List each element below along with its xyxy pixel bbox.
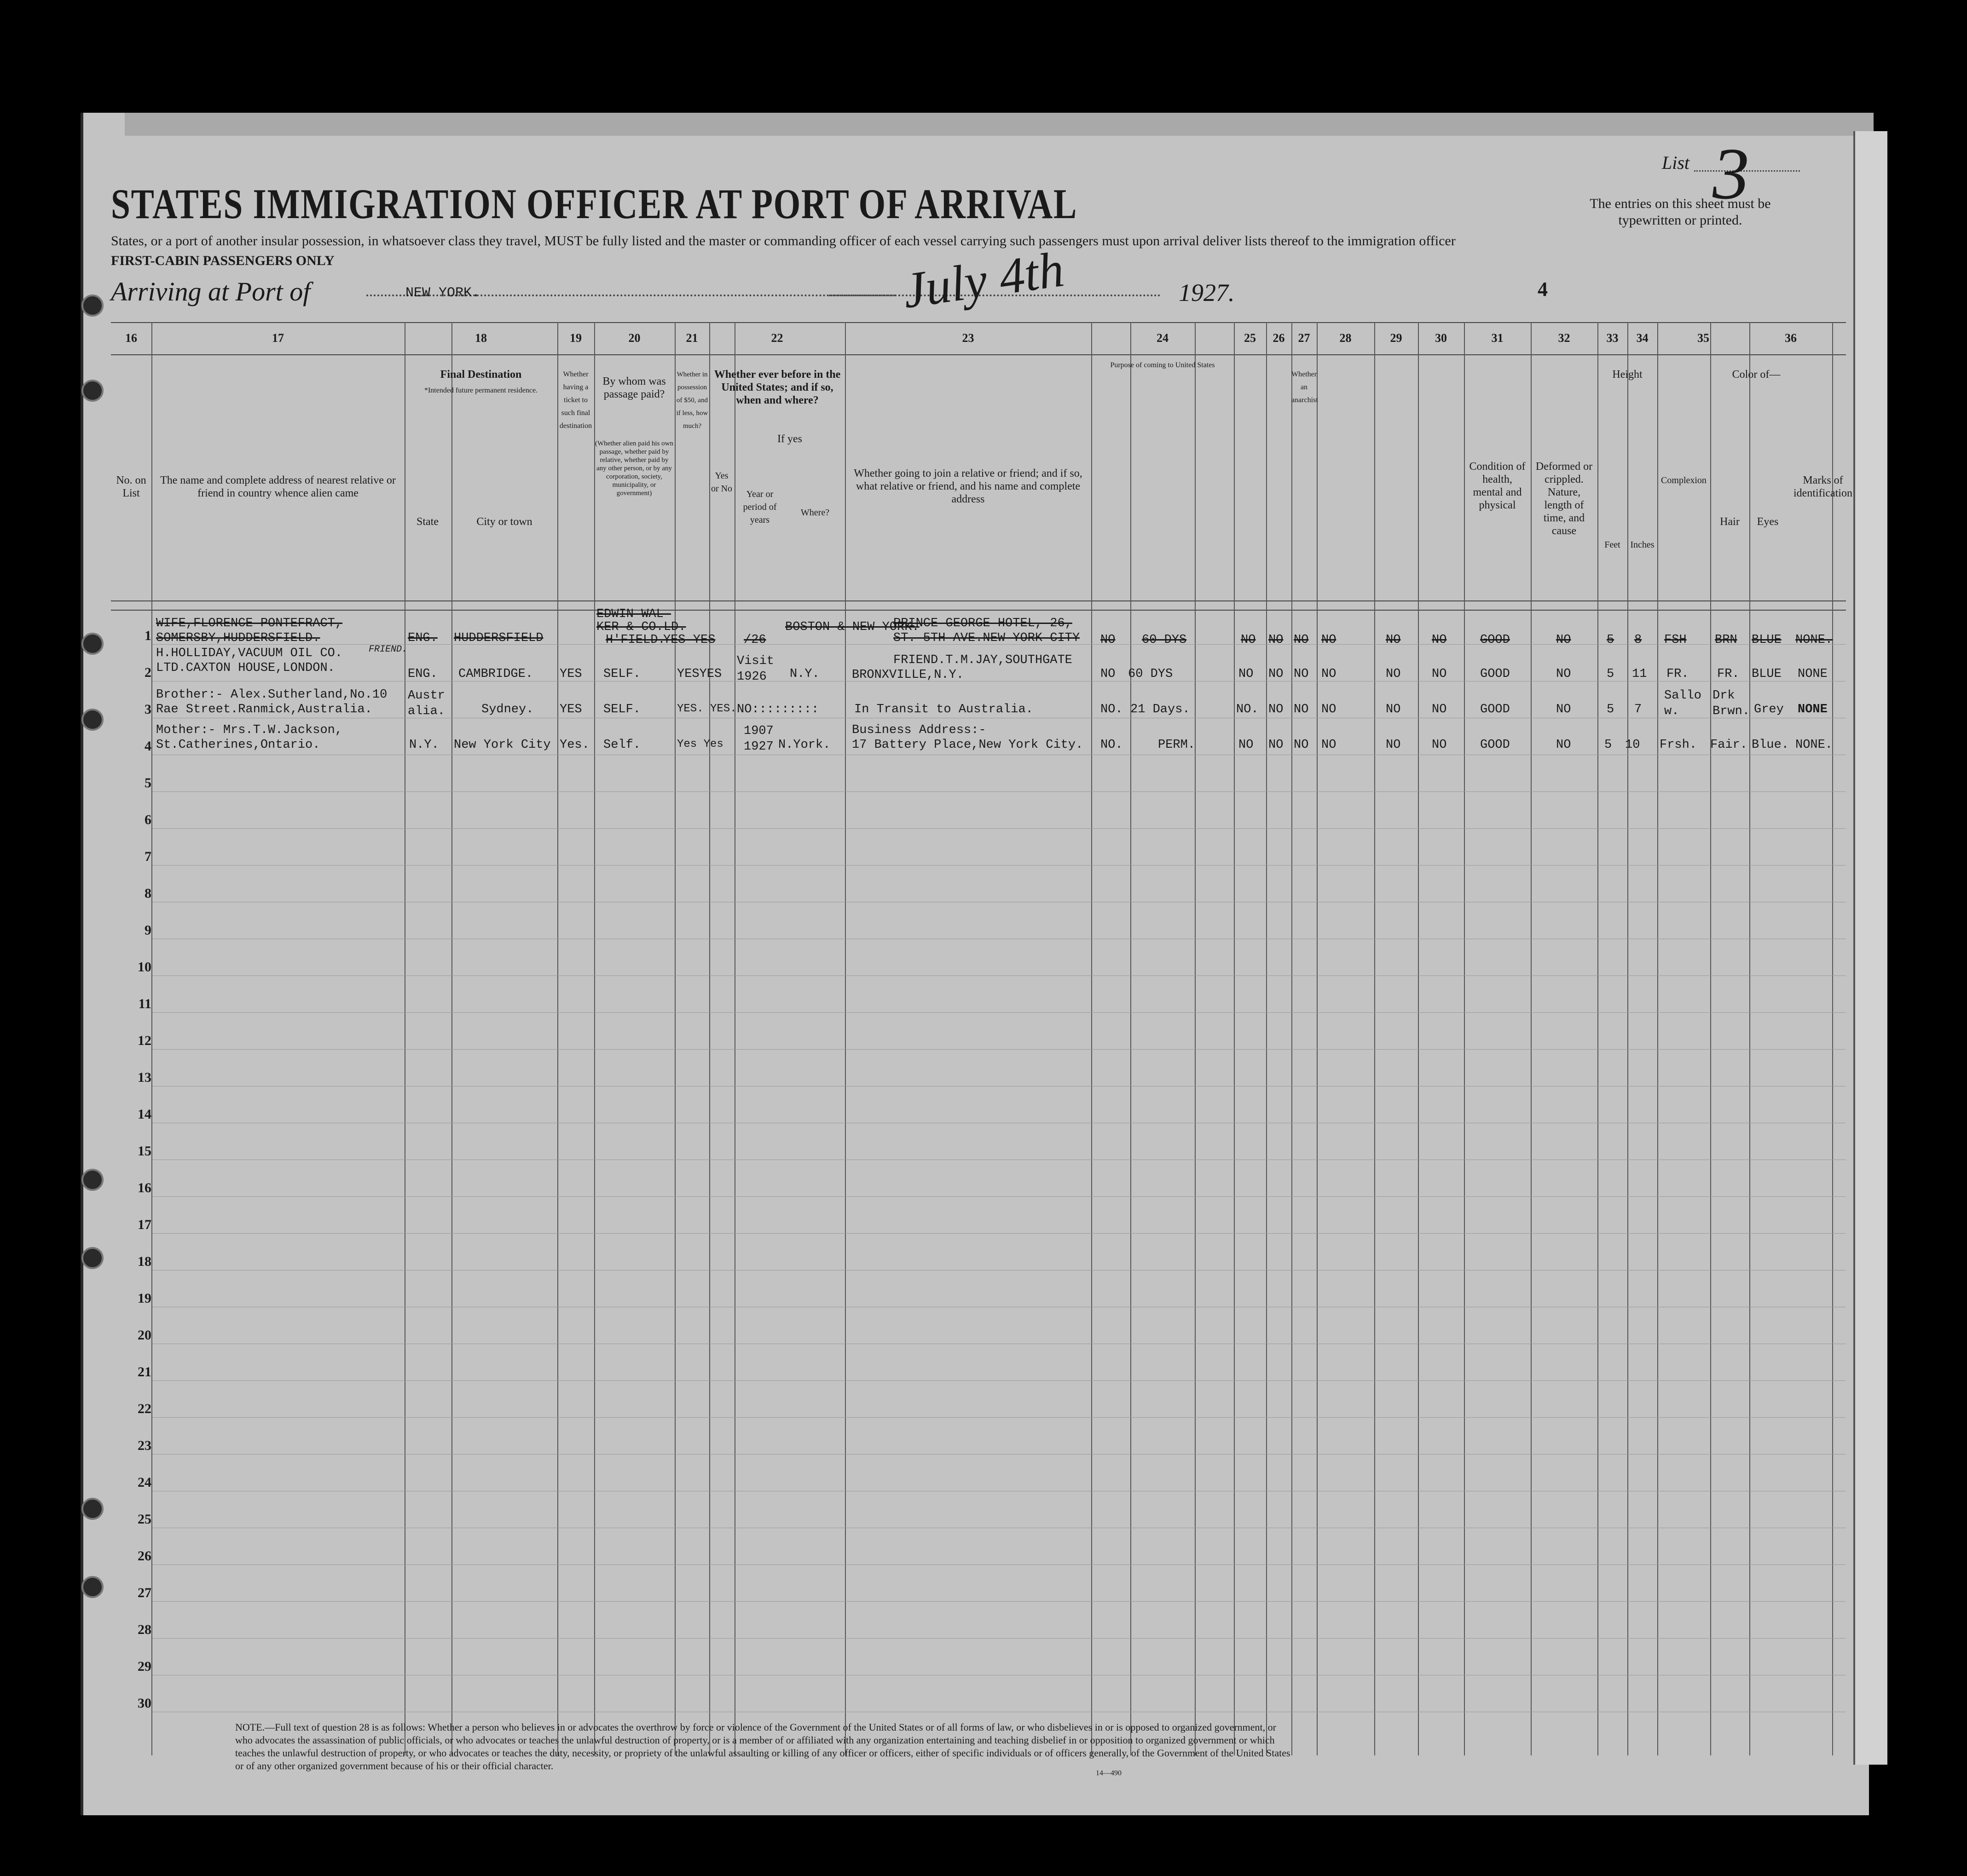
row-rule [152, 1049, 1846, 1050]
row2-ticket: YES [560, 667, 582, 681]
row3-ticket: YES [560, 703, 582, 716]
row4-inches: 10 [1625, 738, 1640, 752]
row2-hair: FR. [1717, 667, 1740, 681]
row3-marks: NONE [1798, 703, 1828, 716]
column-number: 23 [962, 331, 974, 345]
page-title: STATES IMMIGRATION OFFICER AT PORT OF ARRIVAL [111, 180, 1077, 227]
column-divider [1291, 322, 1292, 1755]
column-divider [1464, 322, 1465, 1755]
row2-c25: NO [1238, 667, 1254, 681]
row3-relative: Rae Street.Ranmick,Australia. [156, 703, 372, 716]
row1-city: HUDDERSFIELD [454, 631, 544, 645]
row1-c27: NO [1294, 633, 1309, 647]
row1-paid: EDWIN WAL- [596, 607, 671, 621]
row3-inches: 7 [1634, 703, 1642, 716]
list-number: 3 [1712, 133, 1749, 214]
column-number: 29 [1390, 331, 1402, 345]
passenger-class: FIRST-CABIN PASSENGERS ONLY [111, 253, 335, 268]
row4-fifty: Yes Yes [677, 738, 723, 750]
row-number: 5 [145, 775, 151, 791]
column-divider [845, 322, 846, 1755]
row2-length: 60 DYS [1128, 667, 1173, 681]
row4-length: PERM. [1158, 738, 1196, 752]
row4-city: New York City [454, 738, 551, 752]
binder-hole [81, 1498, 104, 1520]
row-rule [152, 1233, 1846, 1234]
column-header-no: No. on List [116, 474, 146, 499]
column-header-fifty: Whether in possession of $50, and if less, how much? [676, 371, 708, 430]
port-value: NEW YORK. [405, 285, 480, 301]
yes-no-subheader: Yes or No [711, 471, 733, 494]
row1-inches: 8 [1634, 633, 1642, 647]
row4-deformed: NO [1556, 738, 1571, 752]
row1-fifty: YES YES [663, 633, 716, 647]
row4-health: GOOD [1480, 738, 1510, 752]
row2-health: GOOD [1480, 667, 1510, 681]
column-divider [451, 322, 452, 1755]
column-divider [1317, 322, 1318, 1755]
column-header-complexion: Complexion [1661, 475, 1707, 485]
row-rule [152, 791, 1846, 792]
row-number: 15 [138, 1143, 151, 1159]
binder-hole [81, 294, 104, 317]
row4-relative: St.Catherines,Ontario. [156, 738, 320, 752]
row1-state: ENG. [408, 631, 438, 645]
row2-eyes: BLUE [1752, 667, 1782, 681]
eyes-subheader: Eyes [1757, 516, 1779, 528]
row-number: 22 [138, 1401, 151, 1416]
row2-join: BRONXVILLE,N.Y. [852, 668, 964, 682]
column-divider [594, 322, 595, 1755]
row3-city: Sydney. [481, 703, 534, 716]
row-number: 16 [138, 1180, 151, 1195]
column-header-anarchist: Whether an anarchist [1291, 370, 1318, 404]
row-number: 4 [145, 739, 151, 754]
where-subheader: Where? [800, 508, 830, 518]
row-number: 19 [138, 1291, 151, 1306]
row3-join: In Transit to Australia. [854, 703, 1033, 716]
if-yes-subheader: If yes [777, 433, 802, 445]
manifest-table [111, 322, 1852, 1755]
row2-relation-note: FRIEND. [369, 644, 408, 655]
row4-paid: Self. [603, 738, 641, 752]
arriving-label: Arriving at Port of [111, 277, 311, 306]
row-number: 26 [138, 1548, 151, 1564]
row-rule [152, 1638, 1846, 1639]
hair-subheader: Hair [1720, 516, 1740, 528]
row4-eyes: Blue. [1752, 738, 1789, 752]
row4-state: N.Y. [409, 738, 439, 752]
row1-c28: NO [1321, 633, 1336, 647]
row1-health: GOOD [1480, 633, 1510, 647]
row-number: 25 [138, 1512, 151, 1527]
column-header-ticket: Whether having a ticket to such final destination [559, 370, 592, 430]
row4-ticket: Yes. [560, 738, 590, 752]
column-number: 26 [1273, 331, 1285, 345]
column-divider [1234, 322, 1235, 1755]
form-code: 14—490 [1096, 1769, 1122, 1777]
row4-c30: NO [1432, 738, 1447, 752]
city-subheader: City or town [476, 516, 532, 528]
row4-c29: NO [1386, 738, 1401, 752]
column-number: 25 [1244, 331, 1256, 345]
row1-deformed: NO [1556, 633, 1571, 647]
row-number: 17 [138, 1217, 151, 1232]
row3-before-year: NO::::::::: [737, 703, 819, 716]
row4-marks: NONE. [1795, 738, 1833, 752]
row4-c25: NO [1238, 738, 1254, 752]
row1-c26: NO [1268, 633, 1284, 647]
row2-before-year: Visit 1926 [737, 654, 775, 684]
row1-feet: 5 [1607, 633, 1614, 647]
year-period-subheader: Year or period of years [743, 489, 777, 525]
row4-c28: NO [1321, 738, 1336, 752]
table-rule [111, 322, 1846, 323]
row3-health: GOOD [1480, 703, 1510, 716]
feet-subheader: Feet [1604, 540, 1620, 550]
row2-complexion: FR. [1666, 667, 1689, 681]
column-divider [1130, 322, 1131, 1755]
row-rule [152, 828, 1846, 829]
inches-subheader: Inches [1630, 540, 1655, 550]
column-divider [1627, 322, 1628, 1755]
column-number: 16 [125, 331, 137, 345]
row2-before-where: N.Y. [790, 667, 820, 681]
column-divider [151, 322, 152, 1755]
table-rule [111, 610, 1846, 611]
column-number: 17 [272, 331, 284, 345]
row-number: 12 [138, 1033, 151, 1048]
row1-relative: SOMERSBY,HUDDERSFIELD. [156, 631, 320, 645]
row1-c30: NO [1432, 633, 1447, 647]
row3-complexion: Sallow. [1664, 689, 1702, 718]
list-label: List [1662, 152, 1690, 173]
column-header-join: Whether going to join a relative or friend; and if so, what relative or friend, and his name and complete address [854, 468, 1082, 505]
row-number: 28 [138, 1622, 151, 1637]
row2-purpose: NO [1100, 667, 1116, 681]
row-number: 11 [138, 996, 151, 1011]
row-number: 18 [138, 1254, 151, 1269]
row3-fifty: YES. YES. [677, 703, 737, 715]
column-divider [709, 322, 710, 1755]
row4-hair: Fair. [1710, 738, 1748, 752]
row2-deformed: NO [1556, 667, 1571, 681]
column-number: 33 [1606, 331, 1619, 345]
column-number: 34 [1636, 331, 1649, 345]
row3-length: 21 Days. [1130, 703, 1190, 716]
row-rule [152, 1417, 1846, 1418]
row-number: 13 [138, 1070, 151, 1085]
row2-feet: 5 [1607, 667, 1614, 681]
row4-purpose: NO. [1100, 738, 1123, 752]
column-divider [1531, 322, 1532, 1755]
column-number: 24 [1157, 331, 1169, 345]
row-rule [152, 1380, 1846, 1381]
column-number: 31 [1491, 331, 1504, 345]
column-divider [1266, 322, 1267, 1755]
row1-hair: BRN [1715, 633, 1737, 647]
destination-note: *Intended future permanent residence. [424, 387, 538, 394]
row1-paid: H'FIELD. [606, 633, 665, 647]
row1-paid: KER & CO.LD. [596, 620, 686, 634]
entry-instructions: The entries on this sheet must be typewritten or printed. [1590, 196, 1771, 228]
row4-feet: 5 [1604, 738, 1612, 752]
column-divider [675, 322, 676, 1755]
row-number: 7 [145, 849, 151, 864]
row3-purpose: NO. [1100, 703, 1123, 716]
subtitle: States, or a port of another insular possession, in whatsoever class they travel, MUST be fully listed and the master or commanding officer of each vessel carrying such passengers must upon arrival deliver lists thereof to the immigration officer [111, 233, 1456, 248]
row1-length: 60 DYS [1142, 633, 1187, 647]
binder-hole [81, 380, 104, 402]
binder-hole [81, 1576, 104, 1598]
column-divider [1749, 322, 1750, 1755]
sheet-right-edge [1853, 131, 1887, 1765]
column-number: 20 [628, 331, 641, 345]
row-number: 30 [138, 1696, 151, 1711]
row1-join: ST. 5TH AVE.NEW YORK CITY [893, 631, 1080, 645]
row-number: 1 [145, 628, 151, 643]
arrival-date: July 4th [899, 241, 1067, 319]
row-rule [152, 1012, 1846, 1013]
binder-hole [81, 1169, 104, 1191]
row4-relative: Mother:- Mrs.T.W.Jackson, [156, 723, 343, 737]
row1-relative: WIFE,FLORENCE PONTEFRACT, [156, 617, 343, 630]
row3-hair: Drk Brwn. [1712, 689, 1750, 718]
column-divider [1374, 322, 1375, 1755]
column-number: 19 [570, 331, 582, 345]
row1-purpose: NO [1100, 633, 1116, 647]
column-header-height: Height [1612, 369, 1643, 381]
row3-deformed: NO [1556, 703, 1571, 716]
row-number: 29 [138, 1659, 151, 1674]
row2-relative: LTD.CAXTON HOUSE,LONDON. [156, 661, 335, 675]
row-number: 21 [138, 1364, 151, 1380]
row-number: 24 [138, 1475, 151, 1490]
row2-state: ENG. [408, 667, 438, 681]
row-number: 14 [138, 1107, 151, 1122]
row2-c30: NO [1432, 667, 1447, 681]
binder-hole [81, 709, 104, 731]
column-divider [1657, 322, 1658, 1755]
row2-relative: H.HOLLIDAY,VACUUM OIL CO. [156, 646, 343, 660]
row3-state: Australia. [408, 689, 445, 718]
row3-paid: SELF. [603, 703, 641, 716]
column-number: 27 [1298, 331, 1310, 345]
column-divider [1091, 322, 1092, 1755]
row4-before-where: N.York. [778, 738, 831, 752]
row1-complexion: FSH [1664, 633, 1687, 647]
binder-hole [81, 633, 104, 655]
row1-join: PRINCE GEORGE HOTEL, 26, [893, 617, 1072, 630]
footer-note: NOTE.—Full text of question 28 is as follows: Whether a person who believes in or advocates the overthrow by force or violence of the Government of the United States or of all forms of law, or who disbelieves in or is opposed to organized government, or who advocates the assassination of public officials, or who advocates or teaches the unlawful destruction of property, or is a member of or affiliated with any organization entertaining and teaching disbelief in or opposition to organized government or which teaches the unlawful destruction of property, or who advocates or teaches the duty, necessity, or propriety of the unlawful assaulting or killing of any officer or officers, either of specific individuals or of officers generally, of the Government of the United States or of any other organized government because of his or their official character. [235, 1721, 1290, 1772]
column-header-relative: The name and complete address of nearest relative or friend in country whence alien came [160, 474, 396, 499]
page-number: 4 [1538, 278, 1548, 300]
column-divider [557, 322, 558, 1755]
row3-relative: Brother:- Alex.Sutherland,No.10 [156, 688, 388, 702]
row1-before-year: /26 [744, 633, 766, 647]
row2-inches: 11 [1632, 667, 1647, 681]
row3-c28: NO [1321, 703, 1336, 716]
row3-c29: NO [1386, 703, 1401, 716]
column-divider [1710, 322, 1711, 1755]
row-number: 10 [138, 959, 151, 975]
column-divider [1195, 322, 1196, 1755]
column-header-purpose: Purpose of coming to United States [1110, 361, 1215, 369]
state-subheader: State [417, 516, 439, 528]
row1-marks: NONE. [1795, 633, 1833, 647]
row2-c29: NO [1386, 667, 1401, 681]
row2-c26: NO [1268, 667, 1284, 681]
column-divider [1418, 322, 1419, 1755]
row2-c28: NO [1321, 667, 1336, 681]
row-number: 2 [145, 665, 151, 680]
row4-join: Business Address:- [852, 723, 986, 737]
column-header-color: Color of— [1732, 369, 1781, 381]
row2-join: FRIEND.T.M.JAY,SOUTHGATE [893, 653, 1072, 667]
column-number: 28 [1339, 331, 1352, 345]
row-rule [152, 1564, 1846, 1565]
row4-c26: NO [1268, 738, 1284, 752]
column-divider [1597, 322, 1598, 1755]
table-rule [111, 600, 1846, 601]
row2-paid: SELF. [603, 667, 641, 681]
column-header-before: Whether ever before in the United States; and if so, when and where? [714, 369, 841, 406]
column-number: 36 [1785, 331, 1797, 345]
row4-complexion: Frsh. [1660, 738, 1697, 752]
column-header-deformed: Deformed or crippled. Nature, length of time, and cause [1535, 461, 1593, 537]
row2-marks: NONE [1798, 667, 1828, 681]
column-number: 35 [1697, 331, 1709, 345]
column-number: 22 [771, 331, 783, 345]
paid-note: (Whether alien paid his own passage, whether paid by relative, whether paid by any other person, or by any corporation, society, municipality, or government) [595, 440, 673, 497]
row1-c29: NO [1386, 633, 1401, 647]
row-number: 20 [138, 1328, 151, 1343]
column-number: 18 [475, 331, 487, 345]
row-number: 8 [145, 886, 151, 901]
row-rule [152, 1601, 1846, 1602]
column-number: 21 [686, 331, 698, 345]
row3-c27: NO [1294, 703, 1309, 716]
row-number: 9 [145, 923, 151, 938]
table-rule [111, 354, 1846, 355]
column-header-paid: By whom was passage paid? [602, 375, 666, 400]
column-number: 30 [1435, 331, 1447, 345]
row-number: 27 [138, 1585, 151, 1600]
row-number: 3 [145, 702, 151, 717]
sheet-top-edge [125, 113, 1874, 136]
row4-join: 17 Battery Place,New York City. [852, 738, 1083, 752]
manifest-sheet [81, 113, 1869, 1815]
row4-before-year: 1907 1927 [744, 724, 774, 754]
row4-c27: NO [1294, 738, 1309, 752]
column-number: 32 [1558, 331, 1570, 345]
binder-hole [81, 1247, 104, 1269]
row3-c30: NO [1432, 703, 1447, 716]
row3-c26: NO [1268, 703, 1284, 716]
row1-eyes: BLUE [1752, 633, 1782, 647]
row3-eyes: Grey [1754, 703, 1784, 716]
column-divider [1832, 322, 1833, 1755]
column-header-destination: Final Destination [440, 369, 522, 381]
row2-fifty: YESYES [677, 667, 722, 681]
row3-c25: NO. [1236, 703, 1259, 716]
arrival-year: 1927. [1179, 279, 1235, 306]
row1-before-where: BOSTON & NEW YORK. [785, 620, 920, 634]
row-number: 6 [145, 812, 151, 827]
row2-c27: NO [1294, 667, 1309, 681]
row3-feet: 5 [1607, 703, 1614, 716]
row-rule [152, 1454, 1846, 1455]
row-rule [152, 865, 1846, 866]
row1-c25: NO [1241, 633, 1256, 647]
row2-city: CAMBRIDGE. [458, 667, 533, 681]
row-rule [152, 1196, 1846, 1197]
column-header-health: Condition of health, mental and physical [1469, 461, 1526, 511]
column-header-marks: Marks of identification [1793, 474, 1852, 499]
row-number: 23 [138, 1438, 151, 1453]
